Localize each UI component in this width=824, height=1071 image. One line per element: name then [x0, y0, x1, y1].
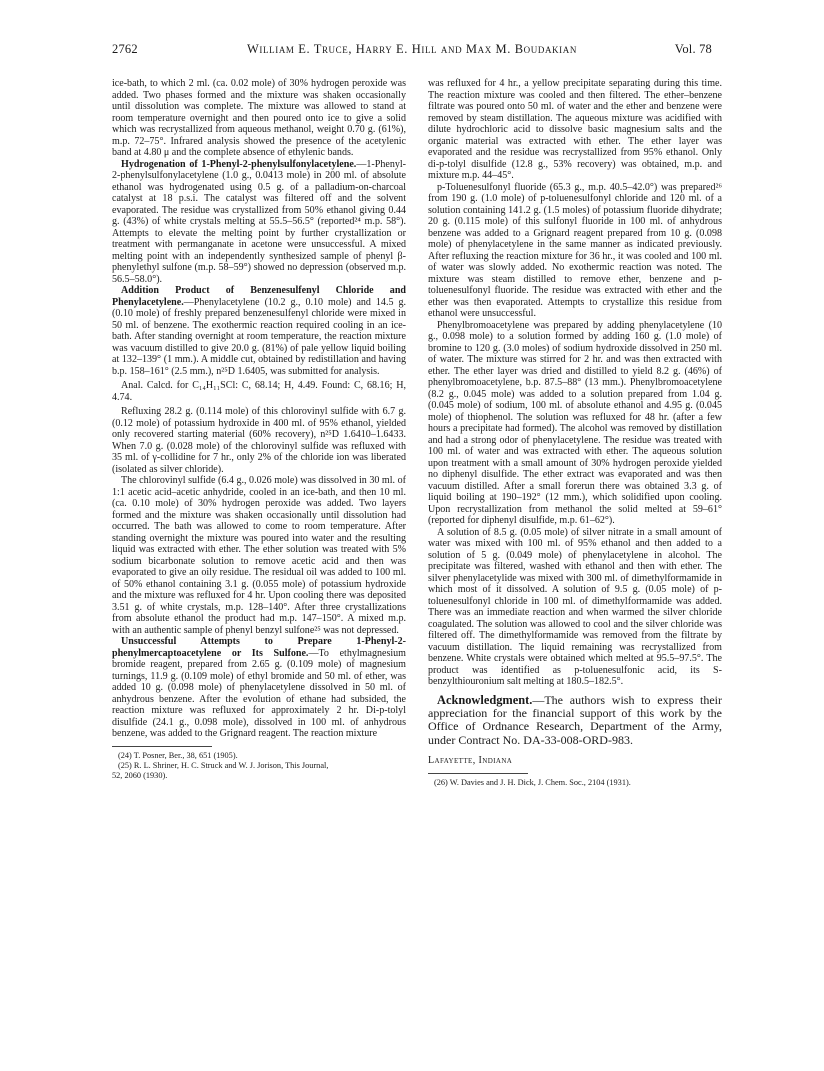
right-column: [428, 78, 722, 788]
left-column: [112, 78, 406, 781]
acknowledgment-heading: Acknowledgment.: [437, 692, 533, 707]
paragraph: was refluxed for 4 hr., a yellow precipitate separating during this time. The reaction mixture was cooled and then filtered. The ether–benzene filtrate was poured onto 50 ml. of water and the ether and benzene were removed by steam distillation. The aqueous mixture was acidified with dilute hydrochloric acid to dissolve basic magnesium salts and the organic material was extracted with ether. The ether layer was evaporated and the residue was recrystallized from 95% ethanol. Only di-p-tolyl disulfide (12.8 g., 53% recovery) was obtained, m.p. and mixture m.p. 44–45°.: [428, 78, 722, 181]
paragraph: Refluxing 28.2 g. (0.114 mole) of this chlorovinyl sulfide with 6.7 g. (0.12 mole) of potassium hydroxide in 400 ml. of 95% ethanol, yielded only recovered starting material (60% recovery), n²⁵D 1.6410–1.6433. When 7.0 g. (0.028 mole) of the chlorovinyl sulfide was refluxed with 35 ml. of γ-collidine for 7 hr., only 2% of the chloride ion was liberated (isolated as silver chloride).: [112, 406, 406, 475]
page-number: 2762: [112, 42, 138, 56]
analysis-line: Anal. Calcd. for C₁₄H₁₁SCl: C, 68.14; H, 4.49. Found: C, 68.16; H, 4.74.: [112, 380, 406, 403]
footnote-25-continued: 52, 2060 (1930).: [112, 770, 168, 780]
footnote-25: (25) R. L. Shriner, H. C. Struck and W. J. Jorison, This Journal,: [118, 760, 329, 770]
paragraph-body: —1-Phenyl-2-phenylsulfonylacetylene (1.0 g., 0.0413 mole) in 200 ml. of absolute ethanol was hydrogenated using 0.5 g. of a palladium-on-charcoal catalyst at 18 p.s.i. The catalyst was filtered off and the solvent evaporated. The residue was crystallized from 50% ethanol giving 0.44 g. (43%) of white crystals melting at 55.5–56.5° (reported²⁴ m.p. 58°). Attempts to elevate the melting point by further crystallization or treatment with permanganate in acetone were unsuccessful. A mixed melting point with an independently synthesized sample of phenyl β-phenylethyl sulfone (m.p. 58–59°) showed no depression (observed m.p. 56.5–58.0°).: [112, 158, 406, 285]
paragraph-body: —To ethylmagnesium bromide reagent, prepared from 2.65 g. (0.109 mole) of magnesium turnings, 11.9 g. (0.109 mole) of ethyl bromide and 50 ml. of ether, was added 10 g. (0.098 mole) of phenylacetylene dissolved in 50 ml. of anhydrous benzene. After the evolution of ethane had subsided, the reaction mixture was refluxed for approximately 2 hr. Di-p-tolyl disulfide (24.1 g., 0.098 mole), dissolved in 100 ml. of anhydrous benzene, was added to the Grignard reagent. The reaction mixture: [112, 647, 406, 739]
paragraph: p-Toluenesulfonyl fluoride (65.3 g., m.p. 40.5–42.0°) was prepared²⁶ from 190 g. (1.0 mole) of p-toluenesulfonyl chloride and 120 ml. of a solution containing 141.2 g. (1.5 moles) of potassium fluoride dihydrate; 20 g. (0.115 mole) of this sulfonyl fluoride in 100 ml. of anhydrous benzene was added to a Grignard reagent prepared from 10 g. (0.098 mole) of phenylacetylene in the same manner as indicated previously. After refluxing the reaction mixture for 36 hr., it was cooled and 100 ml. of water was slowly added. No exothermic reaction was noted. The mixture was steam distilled to remove ether, benzene and p-toluenesulfonyl fluoride. The residue was extracted with ether and the ether was then evaporated. Attempts to crystallize this residue from ethanol were unsuccessful.: [428, 181, 722, 319]
running-authors: William E. Truce, Harry E. Hill and Max M. Boudakian: [247, 42, 577, 56]
paragraph: [112, 159, 406, 286]
footnote-24: (24) T. Posner, Ber., 38, 651 (1905).: [118, 750, 238, 760]
running-header: [112, 42, 712, 62]
paragraph: [112, 636, 406, 740]
paragraph: A solution of 8.5 g. (0.05 mole) of silver nitrate in a small amount of water was mixed with 100 ml. of 95% ethanol and then added to a solution of 5 g. (0.049 mole) of phenylacetylene in alcohol. The precipitate was filtered, washed with ethanol and then with ether. The silver phenylacetylide was mixed with 300 ml. of dimethylformamide in which most of it dissolved. A solution of 9.5 g. (0.05 mole) of p-toluenesulfonyl chloride in 100 ml. of dimethylformamide was added. There was an immediate reaction and when warmed the silver chloride coagulated. The solution was allowed to cool and the silver chloride was filtered off. The dimethylformamide was removed from the filtrate by vacuum distillation. The liquid remaining was recrystallized from benzene. White crystals were obtained which melted at 95.5–97.5°. The product was identified as p-toluenesulfonic acid, its S-benzylthiouronium salt melting at 180.5–182.5°.: [428, 526, 722, 687]
paragraph-body: —Phenylacetylene (10.2 g., 0.10 mole) and 14.5 g. (0.10 mole) of freshly prepared benzenesulfenyl chloride were mixed in 50 ml. of benzene. The exothermic reaction required cooling in an ice-bath. After standing overnight at room temperature, the reaction mixture was vacuum distilled to give 20.0 g. (81%) of pale yellow liquid boiling at 132–139° (1 mm.). A middle cut, obtained by redistillation and having b.p. 158–161° (2.5 mm.), n²⁵D 1.6405, was submitted for analysis.: [112, 296, 406, 377]
section-heading: Addition Product of Benzenesulfenyl Chloride and Phenylacetylene.: [112, 285, 406, 308]
footnote-rule: [112, 746, 212, 747]
paragraph: The chlorovinyl sulfide (6.4 g., 0.026 mole) was dissolved in 30 ml. of 1:1 acetic acid–acetic anhydride, cooled in an ice-bath, and then 10 ml. (ca. 0.10 mole) of 30% hydrogen peroxide was added. Two layers formed and the mixture was shaken occasionally until dissolution had occurred. The bath was allowed to come to room temperature. After standing overnight the mixture was poured into water and the resulting liquid was extracted with ether. The ether solution was treated with 5% sodium bicarbonate solution to remove acetic acid and then was evaporated to give an oily residue. The residual oil was added to 100 ml. of 50% ethanol containing 3.1 g. (0.055 mole) of potassium hydroxide and the mixture was refluxed for 4 hr. Upon cooling there was deposited 3.51 g. of white crystals, m.p. 128–140°. After three crystallizations from absolute ethanol the product had m.p. 147–150°. A mixed m.p. with an authentic sample of phenyl benzyl sulfone²⁵ was not depressed.: [112, 475, 406, 636]
affiliation-place: Lafayette, Indiana: [428, 755, 513, 767]
paragraph: ice-bath, to which 2 ml. (ca. 0.02 mole) of 30% hydrogen peroxide was added. Two phases formed and the mixture was shaken occasionally until dissolution was complete. The mixture was allowed to stand at room temperature overnight and then poured onto ice to give a solid which was recrystallized from aqueous methanol, weight 0.70 g. (61%), m.p. 72–75°. Infrared analysis showed the presence of the acetylenic band at 4.80 μ and the complete absence of ethylenic bands.: [112, 78, 406, 158]
paragraph: [112, 285, 406, 377]
footnote-rule: [428, 773, 528, 774]
footnote-26: (26) W. Davies and J. H. Dick, J. Chem. Soc., 2104 (1931).: [434, 777, 631, 787]
volume-label: Vol. 78: [674, 42, 712, 56]
section-heading: Hydrogenation of 1-Phenyl-2-phenylsulfonylacetylene.: [121, 158, 357, 170]
section-heading: Unsuccessful Attempts to Prepare 1-Phenyl-2-phenylmercaptoacetylene or Its Sulfone.: [112, 636, 406, 659]
paragraph: Phenylbromoacetylene was prepared by adding phenylacetylene (10 g., 0.098 mole) to a solution formed by adding 160 g. (1.0 mole) of bromine to 120 g. (3.0 moles) of sodium hydroxide dissolved in 250 ml. of water. The mixture was stirred for 2 hr. and was then extracted with ether. The ether layer was dried and distilled to yield 8.2 g. (46%) of phenylbromoacetylene, b.p. 87.5–88° (13 mm.). Phenylbromoacetylene (8.2 g., 0.045 mole) was added to a solution prepared from 1.04 g. (0.045 mole) of sodium, 100 ml. of absolute ethanol and 4.95 g. (0.045 mole) of thiophenol. The solution was refluxed for 48 hr. (after a few hours a precipitate had formed). The alcohol was removed by distillation and had a strong odor of phenylacetylene. The residue was treated with 100 ml. of water and was extracted with ether. The aqueous solution upon treatment with a small amount of 30% hydrogen peroxide yielded no diphenyl disulfide. The ether extract was evaporated and was then vacuum distilled. After a small forerun there was obtained 3.3 g. of liquid boiling at 190–192° (12 mm.), which solidified upon cooling. Upon recrystallization from methanol the solid melted at 59–61° (reported for diphenyl disulfide, m.p. 61–62°).: [428, 319, 722, 526]
acknowledgment: [428, 694, 722, 748]
acknowledgment-body: —The authors wish to express their appreciation for the financial support of this work by the Office of Ordnance Research, Department of the Army, under Contract No. DA-33-008-ORD-983.: [428, 692, 722, 747]
